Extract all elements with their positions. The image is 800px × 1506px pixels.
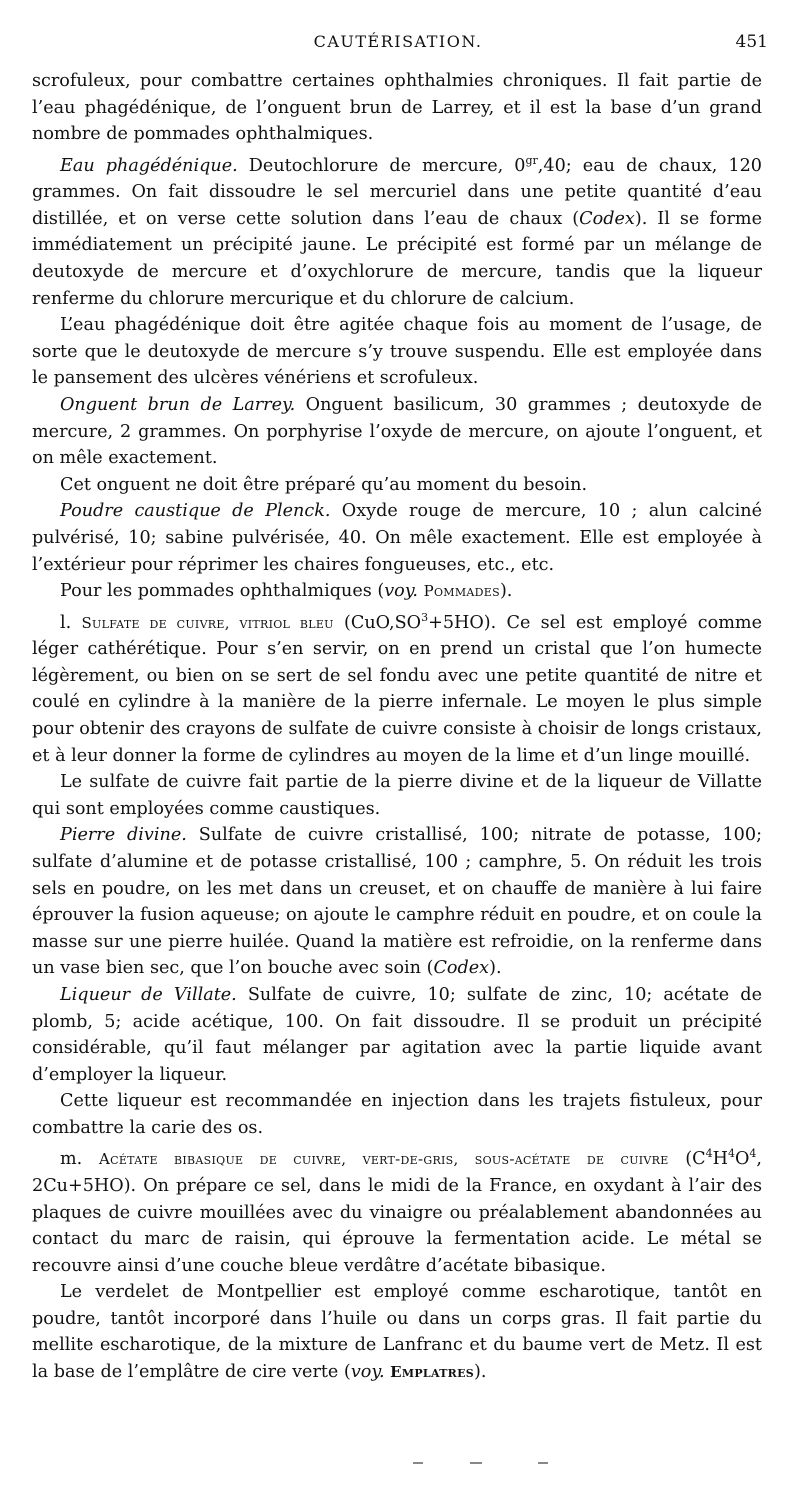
citation-codex: Codex	[433, 958, 490, 979]
paragraph-usage	[32, 312, 762, 392]
recipe-term: Liqueur de Villate.	[60, 984, 237, 1005]
paragraph-sulfate-usage	[32, 769, 762, 822]
paragraph-text: ). Il se forme immédiatement un précipité jaune. Le précipité est formé par un mélange de deutoxyde de mercure et d’oxychlorure de mercure, tandis que la liqueur renferme du chlorure mercurique et du chlorure de calcium.	[32, 208, 762, 309]
section-heading: Sulfate de cuivre, vitriol bleu	[81, 613, 334, 632]
paragraph-text: scrofuleux, pour combattre certaines ophthalmies chroniques. Il fait partie de l’eau phagédénique, de l’onguent brun de Larrey, et il est la base d’un grand nombre de pommades ophthalmiques.	[32, 71, 762, 145]
paragraph-text: ).	[489, 958, 502, 979]
paragraph-text: Deutochlorure de mercure, 0	[237, 155, 526, 176]
printer-mark	[538, 1462, 548, 1464]
paragraph-poudre-caustique	[32, 498, 762, 578]
formula-superscript: 3	[421, 610, 429, 624]
section-heading: Acétate bibasique de cuivre, vert-de-gris, sous-acétate de cuivre	[99, 1150, 669, 1169]
recipe-term: Poudre caustique de Plenck.	[60, 501, 331, 522]
paragraph-text: ,40; eau de chaux, 120 grammes. On fait dissoudre le sel mercuriel dans une petite quantité d’eau distillée, et on verse cette solution dans l’eau de chaux (	[32, 155, 762, 229]
footer-printer-marks	[0, 1462, 800, 1482]
chemical-formula: O	[734, 1149, 750, 1170]
paragraph-continuation	[32, 68, 762, 148]
paragraph-onguent-brun	[32, 392, 762, 472]
chemical-formula: (CuO,SO	[333, 612, 422, 633]
formula-superscript: 4	[727, 1147, 735, 1161]
paragraph-text: L’eau phagédénique doit être agitée chaque fois au moment de l’usage, de sorte que le deutoxyde de mercure s’y trouve suspendu. Elle est employée dans le pansement des ulcères vénériens et scrofuleux.	[32, 315, 762, 389]
running-title: CAUTÉRISATION.	[313, 32, 483, 51]
paragraph-text: Sulfate de cuivre cristallisé, 100; nitrate de potasse, 100; sulfate d’alumine et de potasse cristallisé, 100 ; camphre, 5. On réduit les trois sels en poudre, on les met dans un creuset, et on chauffe de manière à lui faire éprouver la fusion aqueuse; on ajoute le camphre réduit en poudre, et on coule la masse sur une pierre huilée. Quand la matière est refroidie, on la renferme dans un vase bien sec, que l’on bouche avec soin (	[32, 825, 762, 979]
paragraph-text: ).	[474, 1362, 487, 1383]
section-m-acetate-de-cuivre	[32, 1141, 762, 1279]
formula-superscript: 4	[749, 1147, 757, 1161]
recipe-term: Eau phagédénique.	[60, 155, 238, 176]
paragraph-text: Le sulfate de cuivre fait partie de la pierre divine et de la liqueur de Villatte qui sont employées comme caustiques.	[32, 772, 762, 819]
paragraph-eau-phagedenique	[32, 148, 762, 312]
cross-reference-link: Emplatres	[390, 1363, 475, 1382]
printer-mark	[470, 1462, 482, 1464]
paragraph-liqueur-usage	[32, 1088, 762, 1141]
recipe-term: Onguent brun de Larrey.	[60, 394, 296, 415]
paragraph-text: Le verdelet de Montpellier est employé comme escharotique, tantôt en poudre, tantôt incorporé dans l’huile ou dans un corps gras. Il fait partie du mellite escharotique, de la mixture de Lanfranc et du baume vert de Metz. Il est la base de l’emplâtre de cire verte (	[32, 1282, 762, 1383]
paragraph-text: Cette liqueur est recommandée en injection dans les trajets fistuleux, pour combattre la carie des os.	[32, 1091, 762, 1138]
section-label: l.	[60, 612, 82, 633]
paragraph-cross-reference	[32, 578, 762, 605]
chemical-formula: H	[712, 1149, 728, 1170]
page-number: 451	[735, 32, 768, 52]
section-l-sulfate-de-cuivre	[32, 605, 762, 769]
printer-mark	[413, 1462, 423, 1464]
paragraph-liqueur-de-villate	[32, 982, 762, 1088]
paragraph-text: Ce sel est employé comme léger cathérétique. Pour s’en servir, on en prend un cristal que l’on humecte légèrement, ou bien on se sert de sel fondu avec une petite quantité de nitre et coulé en cylindre à la manière de la pierre infernale. Le moyen le plus simple pour obtenir des crayons de sulfate de cuivre consiste à choisir de longs cristaux, et à leur donner la forme de cylindres au moyen de la lime et d’un linge mouillé.	[32, 612, 763, 766]
cross-reference-link: Pommades	[423, 582, 500, 601]
paragraph-note	[32, 472, 762, 499]
voy-abbreviation: voy.	[350, 1362, 385, 1383]
body-text	[32, 68, 762, 1386]
paragraph-text: Pour les pommades ophthalmiques (	[60, 581, 385, 602]
paragraph-text: Cet onguent ne doit être préparé qu’au moment du besoin.	[60, 474, 588, 495]
paragraph-text: ).	[499, 581, 513, 602]
chemical-formula: , 2Cu+5HO).	[32, 1149, 762, 1196]
recipe-term: Pierre divine.	[60, 825, 187, 846]
paragraph-text: Sulfate de cuivre, 10; sulfate de zinc, 10; acétate de plomb, 5; acide acétique, 100. On fait dissoudre. Il se produit un précipité considérable, qu’il faut mélanger par agitation avec la partie liquide avant d’employer la liqueur.	[32, 984, 762, 1085]
page-header	[28, 30, 768, 56]
paragraph-text: Onguent basilicum, 30 grammes ; deutoxyde de mercure, 2 grammes. On porphyrise l’oxyde de mercure, on ajoute l’onguent, et on mêle exactement.	[32, 394, 762, 469]
paragraph-verdelet	[32, 1279, 762, 1385]
paragraph-text: Oxyde rouge de mercure, 10 ; alun calciné pulvérisé, 10; sabine pulvérisée, 40. On mêle exactement. Elle est employée à l’extérieur pour réprimer les chaires fongueuses, etc., etc.	[32, 501, 762, 575]
voy-abbreviation: voy.	[384, 581, 418, 602]
citation-codex: Codex	[579, 208, 635, 229]
section-label: m.	[60, 1149, 99, 1170]
chemical-formula: +5HO).	[428, 612, 497, 633]
chemical-formula: (C	[668, 1149, 706, 1170]
formula-superscript: 4	[705, 1147, 713, 1161]
paragraph-pierre-divine	[32, 822, 762, 982]
paragraph-text: On prépare ce sel, dans le midi de la France, en oxydant à l’air des plaques de cuivre mouillées avec du vinaigre ou préalablement abandonnées au contact du marc de raisin, qui éprouve la fermentation acide. Le métal se recouvre ainsi d’une couche bleue verdâtre d’acétate bibasique.	[32, 1175, 762, 1276]
unit-superscript: gr	[525, 153, 538, 167]
